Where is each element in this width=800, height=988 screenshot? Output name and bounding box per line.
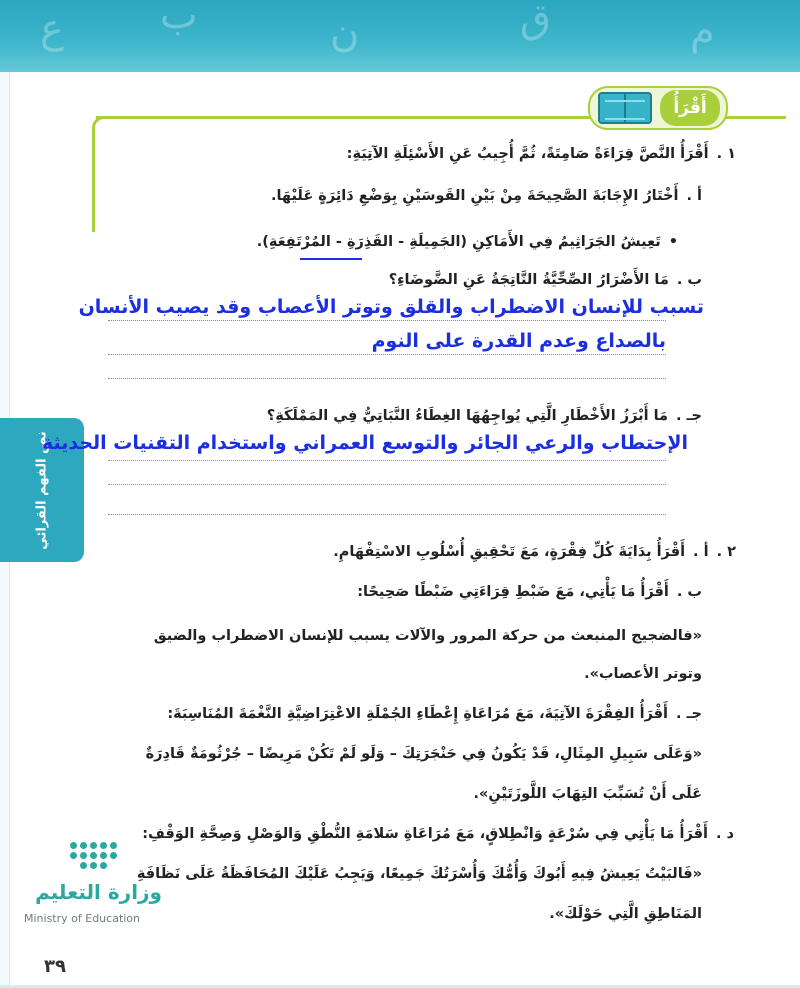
item-marker: جـ . <box>676 706 702 722</box>
open-book-icon <box>598 92 652 124</box>
decorative-letter: ع <box>40 6 64 52</box>
question-number: ٢ . <box>716 544 736 560</box>
read-badge <box>588 86 728 130</box>
question-1a-bullet <box>257 234 678 250</box>
bullet-icon: • <box>668 234 678 250</box>
item-text: تَعِيشُ الجَرَاثِيمُ فِي الأَمَاكِنِ (الجَمِيلَةِ - القَذِرَةِ - المُرْتَفِعَةِ). <box>256 234 661 250</box>
item-text: مَا الأَضْرَارُ الصِّحِّيَّةُ النَّاتِجَةُ عَنِ الضَّوضَاءِ؟ <box>388 272 669 288</box>
answer-dotted-line <box>108 320 666 321</box>
answer-dotted-line <box>108 484 666 485</box>
logo-english-text: Ministry of Education <box>24 912 141 925</box>
question-1b <box>389 272 702 288</box>
item-marker: د . <box>716 826 734 842</box>
decorative-letter: ب <box>160 0 198 38</box>
decorative-letter: ق <box>520 0 552 42</box>
item-text: أَقْرَأُ مَا يَأْتِي فِي سُرْعَةٍ وَانْطِلاقٍ، مَعَ مُرَاعَاةِ سَلامَةِ النُّطْقِ وَالوَصْلِ وَصِحَّةِ الوَقْفِ: <box>142 826 708 842</box>
decorative-letter: ن <box>330 10 360 56</box>
answer-underline-mark <box>300 258 362 260</box>
quote-line: «وَعَلَى سَبِيلِ المِثَالِ، قَدْ يَكُونُ فِي حَنْجَرَتِكَ – وَلَو لَمْ تَكُنْ مَرِيضًا – جُرْثُومَةٌ قَادِرَةٌ <box>145 746 702 762</box>
item-marker: ب . <box>676 584 702 600</box>
quote-line: المَنَاطِقِ الَّتِي حَوْلَكَ». <box>549 906 702 922</box>
handwritten-answer: الإحتطاب والرعي الجائر والتوسع العمراني واستخدام التقنيات الحديثة <box>41 432 688 454</box>
quote-line: عَلَى أَنْ تُسَبِّبَ التِهَابَ اللَّوزَتَيْنِ». <box>473 786 702 802</box>
answer-dotted-line <box>108 378 666 379</box>
item-text: أَخْتَارُ الإِجَابَةَ الصَّحِيحَةَ مِنْ بَيْنِ القَوسَيْنِ بِوَضْعِ دَائِرَةٍ عَلَيْهَا. <box>270 188 679 204</box>
item-text: أَقْرَأُ مَا يَأْتِي، مَعَ ضَبْطِ قِرَاءَتِي ضَبْطًا صَحِيحًا: <box>357 584 669 600</box>
badge-label: أَقْرَأُ <box>660 90 720 126</box>
question-2 <box>333 544 736 560</box>
item-text: أَقْرَأُ بِدَايَةَ كُلِّ فِقْرَةٍ، مَعَ تَحْقِيقِ أُسْلُوبِ الاسْتِفْهَامِ. <box>333 544 686 560</box>
question-1a <box>271 188 702 204</box>
question-2c <box>167 706 702 722</box>
quote-line: «فالضجيج المنبعث من حركة المرور والآلات يسبب للإنسان الاضطراب والضيق <box>153 628 702 644</box>
answer-dotted-line <box>108 514 666 515</box>
side-tab-label: نص الفهم القرائي <box>34 430 50 550</box>
item-text: مَا أَبْرَزُ الأَخْطَارِ الَّتِي يُواجِهُهَا الغِطَاءُ النَّبَاتِيُّ فِي المَمْلَكَةِ؟ <box>266 408 669 424</box>
item-marker: أ . <box>693 544 709 560</box>
item-marker: جـ . <box>676 408 702 424</box>
question-number: ١ . <box>716 146 736 162</box>
quote-line: وتوتر الأعصاب». <box>584 666 702 682</box>
answer-dotted-line <box>108 460 666 461</box>
question-2d <box>142 826 734 842</box>
ministry-logo <box>12 842 162 932</box>
top-banner <box>0 0 800 72</box>
quote-line: «فَالبَيْتُ يَعِيشُ فِيهِ أَبُوكَ وَأُمُّكَ وَأُسْرَتُكَ جَمِيعًا، وَيَجِبُ عَلَيْكَ المُحَافَظَةُ عَلَى نَظَافَةِ <box>136 866 702 882</box>
answer-dotted-line <box>108 354 666 355</box>
question-text: أَقْرَأُ النَّصَّ قِرَاءَةً صَامِتَةً، ثُمَّ أُجِيبُ عَنِ الأَسْئِلَةِ الآتِيَةِ: <box>346 146 709 162</box>
question-1c <box>267 408 702 424</box>
question-2b <box>357 584 702 600</box>
item-marker: أ . <box>686 188 702 204</box>
handwritten-answer: تسبب للإنسان الاضطراب والقلق وتوتر الأعصاب وقد يصيب الأنسان <box>78 296 704 318</box>
section-frame-corner <box>92 116 104 232</box>
item-marker: ب . <box>676 272 702 288</box>
logo-arabic-text: وزارة التعليم <box>35 880 162 904</box>
question-1 <box>347 146 736 162</box>
decorative-letter: م <box>690 8 715 54</box>
handwritten-answer: بالصداع وعدم القدرة على النوم <box>371 330 666 352</box>
item-text: أَقْرَأُ الفِقْرَةَ الآتِيَةَ، مَعَ مُرَاعَاةِ إِعْطَاءِ الجُمْلَةِ الاعْتِرَاضِيَّةِ النَّغْمَةَ المُنَاسِبَةَ: <box>167 706 669 722</box>
page-number: ٣٩ <box>44 956 66 977</box>
